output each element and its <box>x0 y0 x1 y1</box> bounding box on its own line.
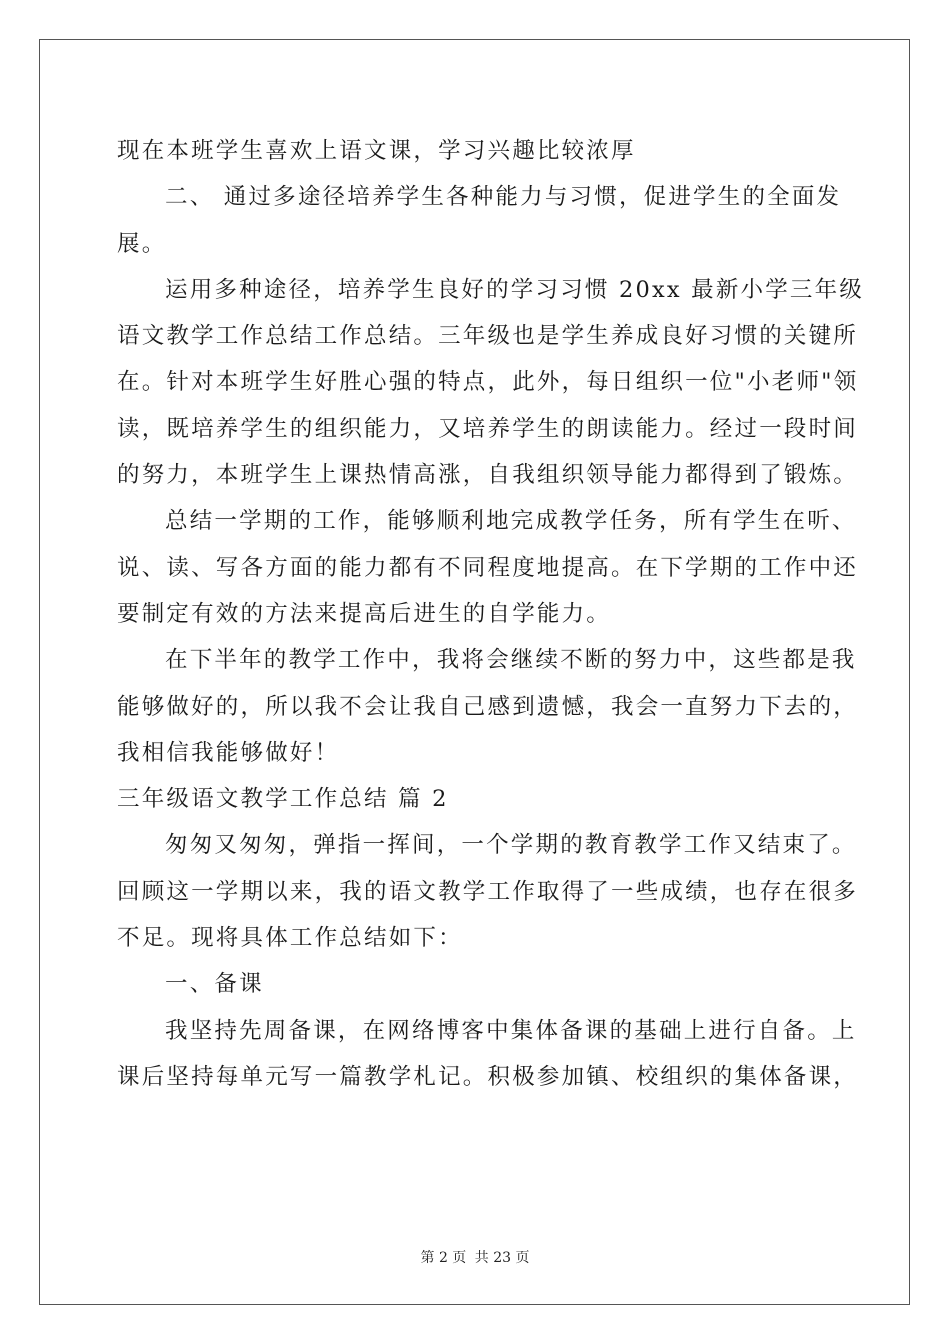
text-line: 读，既培养学生的组织能力，又培养学生的朗读能力。经过一段时间 <box>117 415 859 442</box>
text-line: 不足。现将具体工作总结如下： <box>117 925 463 952</box>
text-line: 课后坚持每单元写一篇教学札记。积极参加镇、校组织的集体备课， <box>117 1063 859 1090</box>
text-line: 一、备课 <box>165 971 264 998</box>
text-line: 在。针对本班学生好胜心强的特点，此外，每日组织一位"小老师"领 <box>117 369 859 396</box>
text-line: 在下半年的教学工作中，我将会继续不断的努力中，这些都是我 <box>165 647 857 674</box>
text-line: 的努力，本班学生上课热情高涨，自我组织领导能力都得到了锻炼。 <box>117 462 859 489</box>
text-line: 我坚持先周备课，在网络博客中集体备课的基础上进行自备。上 <box>165 1017 857 1044</box>
text-line: 回顾这一学期以来，我的语文教学工作取得了一些成绩，也存在很多 <box>117 878 859 905</box>
text-line: 能够做好的，所以我不会让我自己感到遗憾，我会一直努力下去的， <box>117 693 859 720</box>
text-line: 总结一学期的工作，能够顺利地完成教学任务，所有学生在听、 <box>165 508 857 535</box>
text-line: 现在本班学生喜欢上语文课，学习兴趣比较浓厚 <box>117 138 636 164</box>
text-line: 语文教学工作总结工作总结。三年级也是学生养成良好习惯的关键所 <box>117 323 859 350</box>
text-line: 运用多种途径，培养学生良好的学习习惯 20xx 最新小学三年级 <box>165 276 865 303</box>
page-footer <box>0 1247 950 1267</box>
text-line: 要制定有效的方法来提高后进生的自学能力。 <box>117 600 612 627</box>
page-number: 第 2 页 <box>420 1250 467 1266</box>
text-line: 二、 通过多途径培养学生各种能力与习惯，促进学生的全面发 <box>165 184 842 211</box>
page-total: 共 23 页 <box>474 1250 530 1266</box>
text-line: 展。 <box>117 230 167 257</box>
text-line: 说、读、写各方面的能力都有不同程度地提高。在下学期的工作中还 <box>117 554 859 581</box>
text-line: 三年级语文教学工作总结 篇 2 <box>117 786 449 813</box>
text-line: 我相信我能够做好！ <box>117 739 340 766</box>
text-line: 匆匆又匆匆，弹指一挥间，一个学期的教育教学工作又结束了。 <box>165 832 857 859</box>
document-body <box>117 128 865 1100</box>
